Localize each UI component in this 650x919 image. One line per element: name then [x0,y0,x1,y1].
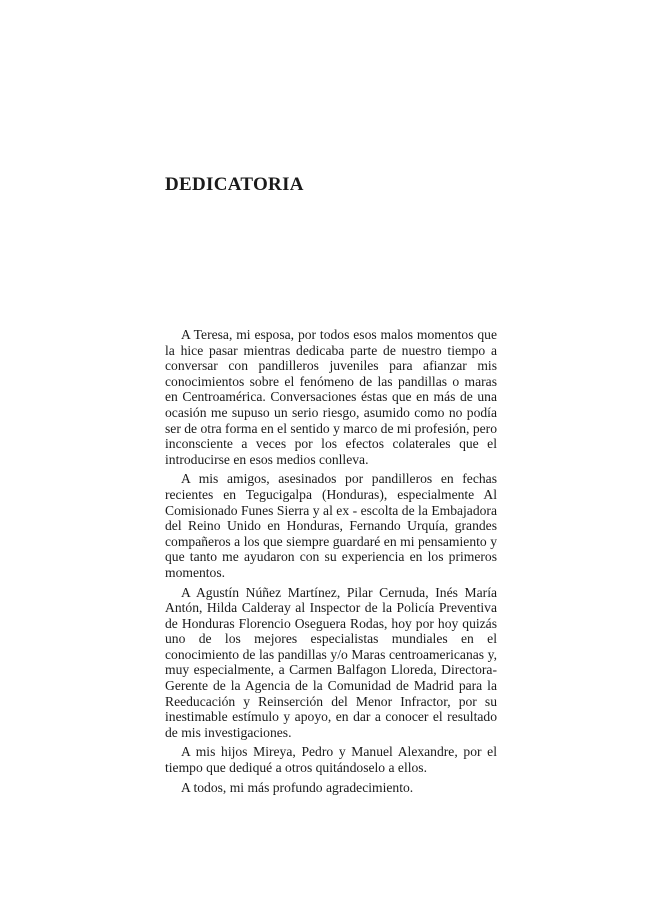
paragraph-4: A mis hijos Mireya, Pedro y Manuel Alexandre, por el tiempo que dediqué a otros quitándoselo a ellos. [165,744,497,776]
page-title: DEDICATORIA [165,174,304,195]
paragraph-1: A Teresa, mi esposa, por todos esos malos momentos que la hice pasar mientras dedicaba parte de nuestro tiempo a conversar con pandilleros juveniles para afianzar mis conocimientos sobre el fenómeno de las pandillas o maras en Centroamérica. Conversaciones éstas que en más de una ocasión me supuso un serio riesgo, asumido como no podía ser de otra forma en el sentido y marco de mi profesión, pero inconsciente a veces por los efectos colaterales que el introducirse en esos medios conlleva. [165,327,497,467]
dedication-body [165,327,497,799]
paragraph-2: A mis amigos, asesinados por pandilleros en fechas recientes en Tegucigalpa (Honduras), especialmente Al Comisionado Funes Sierra y al ex - escolta de la Embajadora del Reino Unido en Honduras, Fernando Urquía, grandes compañeros a los que siempre guardaré en mi pensamiento y que tanto me ayudaron con su experiencia en los primeros momentos. [165,471,497,580]
paragraph-3: A Agustín Núñez Martínez, Pilar Cernuda, Inés María Antón, Hilda Calderay al Inspector de la Policía Preventiva de Honduras Florencio Oseguera Rodas, hoy por hoy quizás uno de los mejores especialistas mundiales en el conocimiento de las pandillas y/o Maras centroamericanas y, muy especialmente, a Carmen Balfagon Lloreda, Directora-Gerente de la Agencia de la Comunidad de Madrid para la Reeducación y Reinserción del Menor Infractor, por su inestimable estímulo y apoyo, en dar a conocer el resultado de mis investigaciones. [165,584,497,740]
paragraph-5: A todos, mi más profundo agradecimiento. [181,779,414,795]
